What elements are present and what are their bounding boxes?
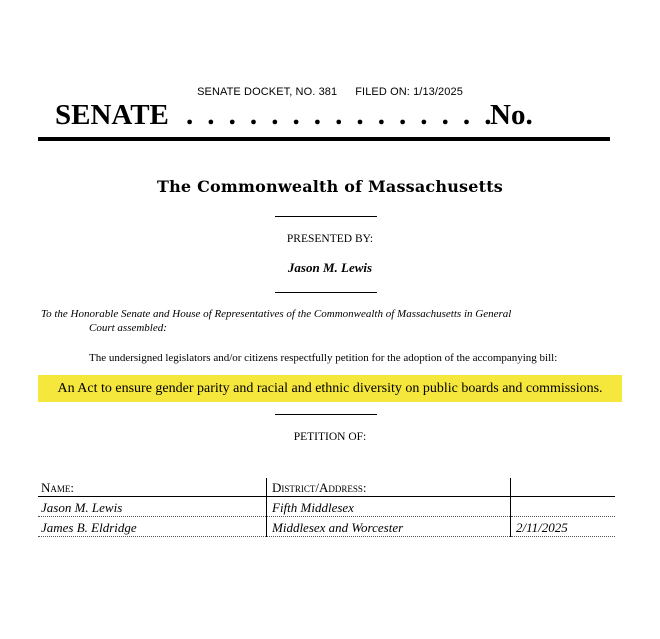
signatory-table: [38, 478, 615, 537]
address-line-2: Court assembled:: [89, 322, 167, 334]
act-title-highlight: An Act to ensure gender parity and racial and ethnic diversity on public boards and commissions.: [38, 375, 622, 402]
petition-statement: The undersigned legislators and/or citizens respectfully petition for the adoption of the accompanying bill:: [89, 352, 558, 364]
petition-of-label: PETITION OF:: [293, 431, 367, 443]
header-name: Name:: [38, 478, 267, 497]
divider-bottom: [275, 414, 377, 415]
signer-name: Jason M. Lewis: [38, 497, 267, 517]
table-row: [38, 517, 615, 537]
heading-rule: [38, 137, 610, 141]
address-block: [41, 307, 601, 335]
signer-district: Fifth Middlesex: [267, 497, 511, 517]
table-header-row: [38, 478, 615, 497]
senate-dots: . . . . . . . . . . . . . . .: [186, 99, 495, 131]
signer-date: [511, 497, 616, 517]
address-line-1: To the Honorable Senate and House of Representatives of the Commonwealth of Massachusetts in General: [41, 308, 512, 320]
docket-line: [0, 86, 660, 98]
table-row: [38, 497, 615, 517]
header-district: District/Address:: [267, 478, 511, 497]
commonwealth-title: The Commonwealth of Massachusetts: [156, 177, 504, 196]
senate-heading: [55, 99, 610, 135]
docket-number: SENATE DOCKET, NO. 381: [197, 86, 338, 98]
header-date: [511, 478, 616, 497]
filed-date: FILED ON: 1/13/2025: [355, 86, 463, 98]
senate-word: SENATE: [55, 99, 169, 131]
signer-name: James B. Eldridge: [38, 517, 267, 537]
signer-district: Middlesex and Worcester: [267, 517, 511, 537]
divider-top: [275, 216, 377, 217]
senate-no-label: No.: [490, 99, 533, 131]
signer-date: 2/11/2025: [511, 517, 616, 537]
divider-middle: [275, 292, 377, 293]
presented-by-label: PRESENTED BY:: [286, 233, 374, 245]
presenter-name: Jason M. Lewis: [287, 260, 373, 275]
